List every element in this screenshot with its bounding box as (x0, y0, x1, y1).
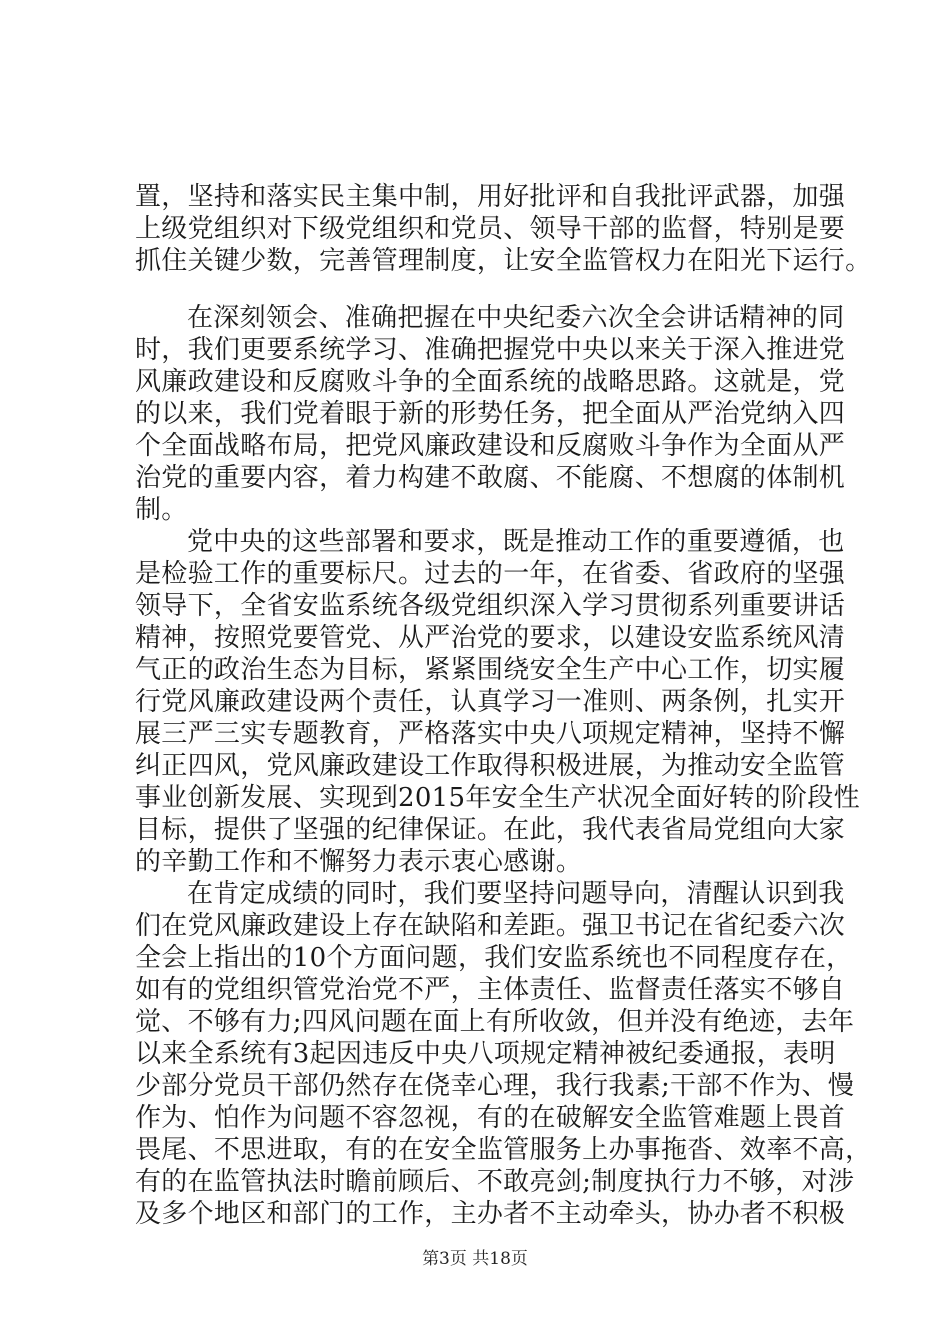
paragraph-line: 们在党风廉政建设上存在缺陷和差距。强卫书记在省纪委六次 (135, 911, 846, 941)
paragraph-line: 如有的党组织管党治党不严，主体责任、监督责任落实不够自 (135, 975, 846, 1005)
paragraph-line: 置，坚持和落实民主集中制，用好批评和自我批评武器，加强 (135, 182, 846, 212)
paragraph-line: 目标，提供了坚强的纪律保证。在此，我代表省局党组向大家 (135, 815, 846, 845)
paragraph-line: 领导下，全省安监系统各级党组织深入学习贯彻系列重要讲话 (135, 591, 846, 621)
paragraph-line: 及多个地区和部门的工作，主办者不主动牵头，协办者不积极 (135, 1199, 846, 1229)
paragraph-line: 抓住关键少数，完善管理制度，让安全监管权力在阳光下运行。 (135, 246, 872, 276)
paragraph-line: 个全面战略布局，把党风廉政建设和反腐败斗争作为全面从严 (135, 431, 846, 461)
paragraph-line: 事业创新发展、实现到2015年安全生产状况全面好转的阶段性 (135, 783, 860, 813)
paragraph-line: 以来全系统有3起因违反中央八项规定精神被纪委通报，表明 (135, 1039, 836, 1069)
paragraph-line: 纠正四风，党风廉政建设工作取得积极进展，为推动安全监管 (135, 751, 846, 781)
page-number-footer: 第3页 共18页 (422, 1249, 528, 1269)
paragraph-line: 畏尾、不思进取，有的在安全监管服务上办事拖沓、效率不高， (135, 1135, 872, 1165)
paragraph-line: 治党的重要内容，着力构建不敢腐、不能腐、不想腐的体制机 (135, 463, 846, 493)
paragraph-line: 行党风廉政建设两个责任，认真学习一准则、两条例，扎实开 (135, 687, 846, 717)
paragraph-line: 是检验工作的重要标尺。过去的一年，在省委、省政府的坚强 (135, 559, 846, 589)
paragraph-line: 气正的政治生态为目标，紧紧围绕安全生产中心工作，切实履 (135, 655, 846, 685)
paragraph-line: 制。 (135, 495, 188, 525)
paragraph-line: 有的在监管执法时瞻前顾后、不敢亮剑;制度执行力不够，对涉 (135, 1167, 855, 1197)
paragraph-line: 风廉政建设和反腐败斗争的全面系统的战略思路。这就是，党 (135, 367, 846, 397)
paragraph-line: 的以来，我们党着眼于新的形势任务，把全面从严治党纳入四 (135, 399, 846, 429)
paragraph-line: 展三严三实专题教育，严格落实中央八项规定精神，坚持不懈 (135, 719, 846, 749)
paragraph-line: 在肯定成绩的同时，我们要坚持问题导向，清醒认识到我 (187, 879, 845, 909)
paragraph-line: 少部分党员干部仍然存在侥幸心理，我行我素;干部不作为、慢 (135, 1071, 855, 1101)
paragraph-line: 全会上指出的10个方面问题，我们安监系统也不同程度存在， (135, 943, 853, 973)
paragraph-line: 时，我们更要系统学习、准确把握党中央以来关于深入推进党 (135, 335, 846, 365)
paragraph-line: 精神，按照党要管党、从严治党的要求，以建设安监系统风清 (135, 623, 846, 653)
paragraph-line: 上级党组织对下级党组织和党员、领导干部的监督，特别是要 (135, 214, 846, 244)
paragraph-line: 在深刻领会、准确把握在中央纪委六次全会讲话精神的同 (187, 303, 845, 333)
paragraph-line: 作为、怕作为问题不容忽视，有的在破解安全监管难题上畏首 (135, 1103, 846, 1133)
paragraph-line: 的辛勤工作和不懈努力表示衷心感谢。 (135, 847, 583, 877)
paragraph-line: 党中央的这些部署和要求，既是推动工作的重要遵循，也 (187, 527, 845, 557)
paragraph-line: 觉、不够有力;四风问题在面上有所收敛，但并没有绝迹，去年 (135, 1007, 855, 1037)
